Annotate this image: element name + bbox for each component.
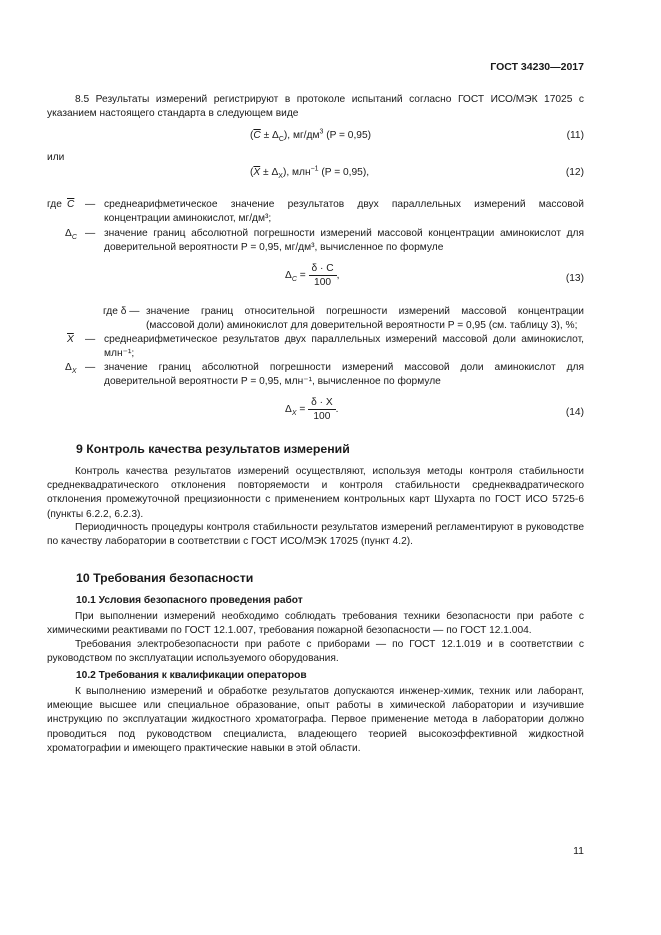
section-10-title: 10 Требования безопасности xyxy=(76,571,254,585)
eq11-sub: C xyxy=(278,136,284,144)
eq14-sub: X xyxy=(291,410,297,418)
eq13-numerator: δ · C xyxy=(309,263,337,276)
def-dash: — xyxy=(85,362,96,373)
eq14-numerator: δ · X xyxy=(308,397,336,410)
eq13-fraction xyxy=(309,263,337,288)
section-9-paragraph-1: Контроль качества результатов измерений осуществляют, используя методы контроля стабильности среднеквадратического отклонения повторяемости и контроля стабильности среднеквадратического отклонения промежуточной прецизионности с применением контрольных карт Шухарта по ГОСТ ИСО 5725-6 (пункты 6.2.2, 6.2.3). xyxy=(47,466,584,520)
equation-12: $(\overline{X} \pm \Delta_X)$, млн$^{-1}$ (P = 0,95), xyxy=(250,165,370,181)
eq13-denominator: 100 xyxy=(314,277,332,288)
eq13-sub: C xyxy=(291,276,297,284)
equation-number-12: (12) xyxy=(565,167,584,178)
delta-x-sub: X xyxy=(71,368,77,376)
section-9-title: 9 Контроль качества результатов измерений xyxy=(76,442,350,456)
where-word: где xyxy=(47,199,62,210)
delta-x-symbol: Δ xyxy=(65,362,72,373)
paragraph-8-5: 8.5 Результаты измерений регистрируют в протоколе испытаний согласно ГОСТ ИСО/МЭК 17025 с указанием настоящего стандарта в следующем виде xyxy=(47,94,584,120)
delta-c-symbol: Δ xyxy=(65,228,72,239)
x-mean-symbol: $\overline{X}$ xyxy=(253,167,261,178)
section-10-2-paragraph: К выполнению измерений и обработке результатов допускаются инженер-химик, техник или лаборант, имеющие высшее или специальное образование, опыт работы в химической лаборатории и изучившие инструкцию по эксплуатации жидкостного хроматографа. Первое применение метода в лаборатории должно проводиться под руководством специалиста, владеющего теорией высокоэффективной жидкостной хроматографии и имеющего практические навыки в этой области. xyxy=(47,686,584,754)
subsection-10-1-title: 10.1 Условия безопасного проведения работ xyxy=(76,595,303,606)
eq12-probability: (P = 0,95), xyxy=(318,167,370,178)
eq12-exp: −1 xyxy=(310,165,319,173)
section-9-paragraph-2: Периодичность процедуры контроля стабильности результатов измерений регламентируют в руководстве по качеству лаборатории в соответствии с ГОСТ ИСО/МЭК 17025 (пункт 4.2). xyxy=(47,522,584,548)
page-number: 11 xyxy=(573,845,584,857)
eq14-fraction xyxy=(308,397,336,422)
x-mean-def-symbol: $\overline{X}$ xyxy=(67,334,74,345)
eq13-lhs: Δ xyxy=(285,270,292,281)
def-dash: — xyxy=(85,228,96,239)
equation-14: $\Delta_X$ = $\frac{\delta \cdot X}{100}$ . xyxy=(285,397,339,422)
delta-c-def-text: значение границ абсолютной погрешности измерений массовой концентрации аминокислот для доверительной вероятности P = 0,95, мг/дм³, вычисленное по формуле xyxy=(104,228,584,254)
eq12-pm: ± Δ xyxy=(260,167,279,178)
eq12-units: ), млн xyxy=(282,167,311,178)
eq14-lhs: Δ xyxy=(285,404,292,415)
equation-number-13: (13) xyxy=(565,273,584,284)
eq14-denominator: 100 xyxy=(313,411,331,422)
eq11-pm: ± Δ xyxy=(260,130,279,141)
x-mean-def-text: среднеарифметическое результатов двух параллельных измерений массовой доли аминокислот, млн⁻¹; xyxy=(104,334,584,360)
delta-x-def-text: значение границ абсолютной погрешности измерений массовой доли аминокислот для доверительной вероятности P = 0,95, млн⁻¹, вычисленное по формуле xyxy=(104,362,584,388)
equation-13: $\Delta_C$ = $\frac{\delta \cdot C}{100}$ , xyxy=(285,263,340,288)
c-mean-symbol: $\overline{C}$ xyxy=(253,130,261,141)
delta-rel-where: где δ — xyxy=(103,306,140,317)
c-mean-def-symbol: $\overline{C}$ xyxy=(67,199,75,210)
subsection-10-2-title: 10.2 Требования к квалификации операторов xyxy=(76,670,307,681)
equation-number-14: (14) xyxy=(565,407,584,418)
c-mean-def-text: среднеарифметическое значение результатов двух параллельных измерений массовой концентрации аминокислот, мг/дм³; xyxy=(104,199,584,225)
delta-rel-def-text: значение границ относительной погрешности измерений массовой концентрации (массовой доли) аминокислот для доверительной вероятности P = 0,95 (см. таблицу 3), %; xyxy=(146,306,584,332)
equation-11: $(\overline{C} \pm \Delta_C)$, $мг/дм^3$ (P = 0,95) xyxy=(250,128,372,144)
def-dash: — xyxy=(85,199,96,210)
eq12-sub: X xyxy=(278,173,283,181)
equation-number-11: (11) xyxy=(566,130,584,141)
eq11-units: ), мг/дм xyxy=(283,130,320,141)
section-10-1-paragraph-1: При выполнении измерений необходимо соблюдать требования техники безопасности при работе с химическими реактивами по ГОСТ 12.1.007, требования пожарной безопасности — по ГОСТ 12.1.004. xyxy=(47,611,584,637)
def-dash: — xyxy=(85,334,96,345)
section-10-1-paragraph-2: Требования электробезопасности при работе с приборами — по ГОСТ 12.1.019 и в соответствии с руководством по эксплуатации используемого оборудования. xyxy=(47,639,584,665)
or-word: или xyxy=(47,152,65,163)
eq11-probability: (P = 0,95) xyxy=(323,130,372,141)
standard-header: ГОСТ 34230—2017 xyxy=(490,61,584,73)
delta-c-sub: C xyxy=(71,234,77,242)
